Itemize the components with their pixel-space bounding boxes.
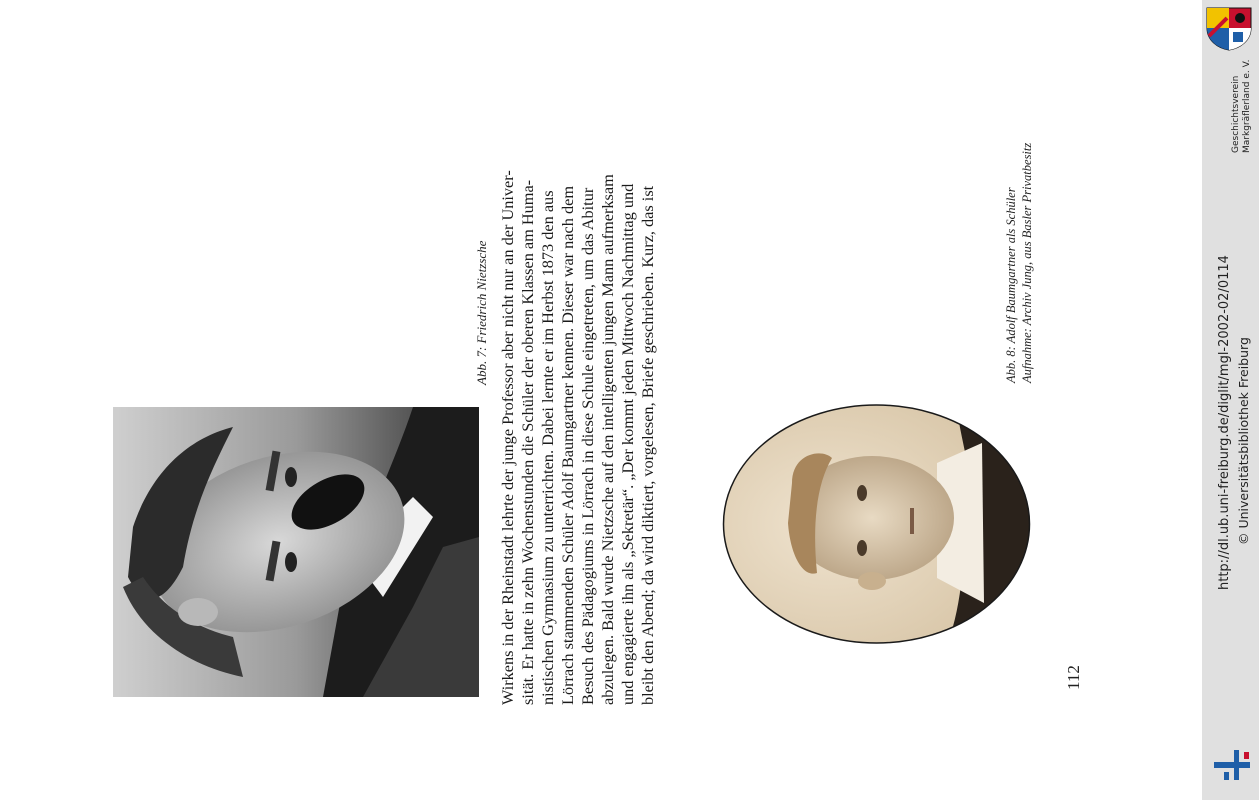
page-number: 112: [1064, 665, 1083, 690]
figure-8-credit: Aufnahme: Archiv Jung, aus Basler Privatbesitz: [1020, 142, 1034, 383]
nietzsche-photo: [113, 407, 479, 697]
body-line: Wirkens in der Rheinstadt lehrte der junge Professor aber nicht nur an der Univer-: [498, 170, 517, 705]
body-line: Lörrach stammenden Schüler Adolf Baumgartner kennen. Dieser war nach dem: [558, 185, 577, 705]
org-name-line2: Markgräflerland e. V.: [1242, 59, 1252, 153]
body-line: sität. Er hatte in zehn Wochenstunden die Schüler der oberen Klassen am Huma-: [518, 179, 537, 705]
figure-7-caption: Abb. 7: Friedrich Nietzsche: [474, 240, 489, 385]
copyright-text: © Universitätsbibliothek Freiburg: [1236, 337, 1251, 545]
body-line: und engagierte ihn als „Sekretär“. „Der kommt jeden Mittwoch Nachmittag und: [618, 183, 637, 705]
figure-8-caption: Abb. 8: Adolf Baumgartner als Schüler: [1004, 187, 1018, 383]
body-line: Besuch des Pädagogiums in Lörrach in diese Schule eingetreten, um das Abitur: [578, 187, 597, 705]
body-line: nistischen Gymnasium zu unterrichten. Dabei lernte er im Herbst 1873 den aus: [538, 190, 557, 705]
org-name-line1: Geschichtsverein: [1231, 75, 1241, 153]
body-line: bleibt den Abend; da wird diktiert, vorgelesen, Briefe geschrieben. Kurz, das ist: [638, 185, 657, 705]
body-line: abzulegen. Bald wurde Nietzsche auf den intelligenten jungen Mann aufmerksam: [598, 174, 617, 705]
ub-freiburg-logo-icon: [1210, 748, 1254, 784]
baumgartner-photo: [722, 403, 1031, 645]
coat-of-arms-icon: [1205, 6, 1253, 51]
permalink-url[interactable]: http://dl.ub.uni-freiburg.de/diglit/mgl-2002-02/0114: [1217, 255, 1232, 590]
